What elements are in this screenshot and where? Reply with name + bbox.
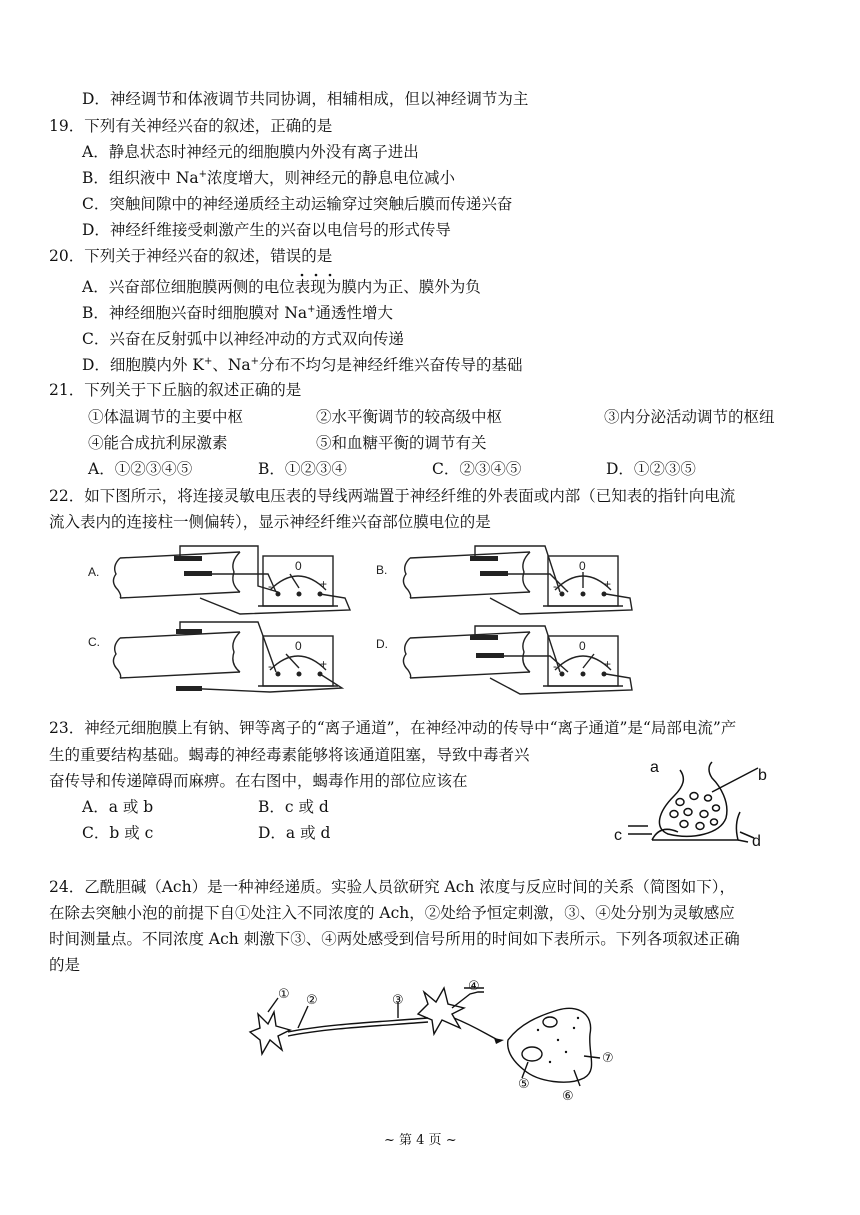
q19-option-d: D．神经纤维接受刺激产生的兴奋以电信号的形式传导 — [82, 221, 451, 239]
q22-plus-c: + — [320, 657, 328, 671]
q20-d-sup2: + — [250, 355, 260, 367]
q18-option-d: D．神经调节和体液调节共同协调，相辅相成，但以神经调节为主 — [82, 90, 529, 108]
q22-label-b: B. — [376, 563, 388, 577]
q19-b-pre: B．组织液中 Na — [82, 169, 199, 187]
q22-stem-line1: 22．如下图所示，将连接灵敏电压表的导线两端置于神经纤维的外表面或内部（已知表的指针向电流 — [49, 487, 736, 505]
q21-option-c: C．②③④⑤ — [432, 460, 522, 478]
q21-option-b: B．①②③④ — [258, 460, 347, 478]
q23-label-d: d — [752, 833, 761, 848]
q22-minus-c: - — [268, 659, 272, 673]
q23-option-a: A．a 或 b — [82, 798, 154, 816]
q24-stem-line3: 时间测量点。不同浓度 Ach 刺激下③、④两处感受到信号所用的时间如下表所示。下列各项叙述正确 — [49, 930, 740, 948]
q23-stem-line3: 奋传导和传递障碍而麻痹。在右图中，蝎毒作用的部位应该在 — [49, 772, 468, 790]
q19-b-sup: + — [198, 168, 208, 180]
q19-option-b — [82, 168, 455, 188]
q19-option-c: C．突触间隙中的神经递质经主动运输穿过突触后膜而传递兴奋 — [82, 195, 513, 213]
q21-option-d: D．①②③⑤ — [606, 460, 696, 478]
q24-neuron-figure — [238, 974, 638, 1104]
q22-plus-d: + — [604, 657, 612, 671]
q22-zero-a: 0 — [295, 559, 302, 573]
q24-label-4: ④ — [468, 979, 480, 994]
q22-plus-a: + — [320, 577, 328, 591]
q21-statement-2: ②水平衡调节的较高级中枢 — [316, 408, 503, 426]
q22-label-d: D. — [376, 637, 388, 651]
q22-zero-c: 0 — [295, 639, 302, 653]
q19-b-post: 浓度增大，则神经元的静息电位减小 — [207, 169, 456, 187]
q21-statement-5: ⑤和血糖平衡的调节有关 — [316, 434, 487, 452]
q21-statement-3: ③内分泌活动调节的枢纽 — [604, 408, 775, 426]
q23-option-b: B．c 或 d — [258, 798, 329, 816]
q20-d-mid: 、Na — [212, 356, 251, 374]
q22-stem-line2: 流入表内的连接柱一侧偏转），显示神经纤维兴奋部位膜电位的是 — [49, 513, 491, 531]
q24-label-7: ⑦ — [602, 1051, 614, 1066]
q23-synapse-figure — [608, 752, 798, 848]
q23-stem-line2: 生的重要结构基础。蝎毒的神经毒素能够将该通道阻塞，导致中毒者兴 — [49, 746, 530, 764]
q23-label-a: a — [650, 759, 659, 776]
q24-label-6: ⑥ — [562, 1089, 574, 1104]
q23-option-c: C．b 或 c — [82, 824, 154, 842]
q20-stem: 20．下列关于神经兴奋的叙述，错误的是 — [49, 247, 333, 265]
q24-label-2: ② — [306, 993, 318, 1008]
q20-option-b — [82, 303, 393, 323]
q24-label-5: ⑤ — [518, 1077, 530, 1092]
q22-minus-b: - — [553, 579, 557, 593]
q20-d-post: 分布不均匀是神经纤维兴奋传导的基础 — [259, 356, 523, 374]
q20-b-sup: + — [307, 303, 316, 315]
q23-option-d: D．a 或 d — [258, 824, 331, 842]
q22-zero-b: 0 — [579, 559, 586, 573]
q22-plus-b: + — [604, 577, 612, 591]
emphasis-dots — [299, 262, 333, 266]
q20-option-d — [82, 355, 523, 375]
q21-statement-1: ①体温调节的主要中枢 — [88, 408, 244, 426]
q24-label-1: ① — [278, 987, 290, 1002]
q19-stem: 19．下列有关神经兴奋的叙述，正确的是 — [49, 117, 333, 135]
q21-option-a: A．①②③④⑤ — [88, 460, 193, 478]
q23-stem-line1: 23．神经元细胞膜上有钠、钾等离子的“离子通道”，在神经冲动的传导中“离子通道”是“局部电流”产 — [49, 719, 737, 737]
q20-d-sup1: + — [203, 355, 213, 367]
q24-stem-line4: 的是 — [49, 956, 81, 974]
q21-stem: 21．下列关于下丘脑的叙述正确的是 — [49, 381, 302, 399]
q20-option-a: A．兴奋部位细胞膜两侧的电位表现为膜内为正、膜外为负 — [82, 278, 481, 296]
q22-zero-d: 0 — [579, 639, 586, 653]
q19-option-a: A．静息状态时神经元的细胞膜内外没有离子进出 — [82, 143, 419, 161]
q20-b-post: 通透性增大 — [315, 304, 394, 322]
q24-stem-line1: 24．乙酰胆碱（Ach）是一种神经递质。实验人员欲研究 Ach 浓度与反应时间的关系（简图如下）， — [49, 878, 736, 896]
q22-label-a: A. — [88, 565, 100, 579]
q22-voltmeter-figure — [80, 538, 660, 698]
q20-d-pre: D．细胞膜内外 K — [82, 356, 204, 374]
q22-label-c: C. — [88, 635, 100, 649]
q23-label-c: c — [614, 827, 622, 844]
q24-stem-line2: 在除去突触小泡的前提下自①处注入不同浓度的 Ach，②处给予恒定刺激，③、④处分别为灵敏感应 — [49, 904, 735, 922]
q22-minus-d: - — [553, 659, 557, 673]
q24-label-3: ③ — [392, 993, 404, 1008]
page-footer: ~ 第 4 页 ~ — [384, 1133, 457, 1148]
q20-b-pre: B．神经细胞兴奋时细胞膜对 Na — [82, 304, 308, 322]
q22-minus-a: - — [268, 579, 272, 593]
q23-label-b: b — [758, 767, 767, 784]
q21-statement-4: ④能合成抗利尿激素 — [88, 434, 228, 452]
q20-option-c: C．兴奋在反射弧中以神经冲动的方式双向传递 — [82, 330, 404, 348]
